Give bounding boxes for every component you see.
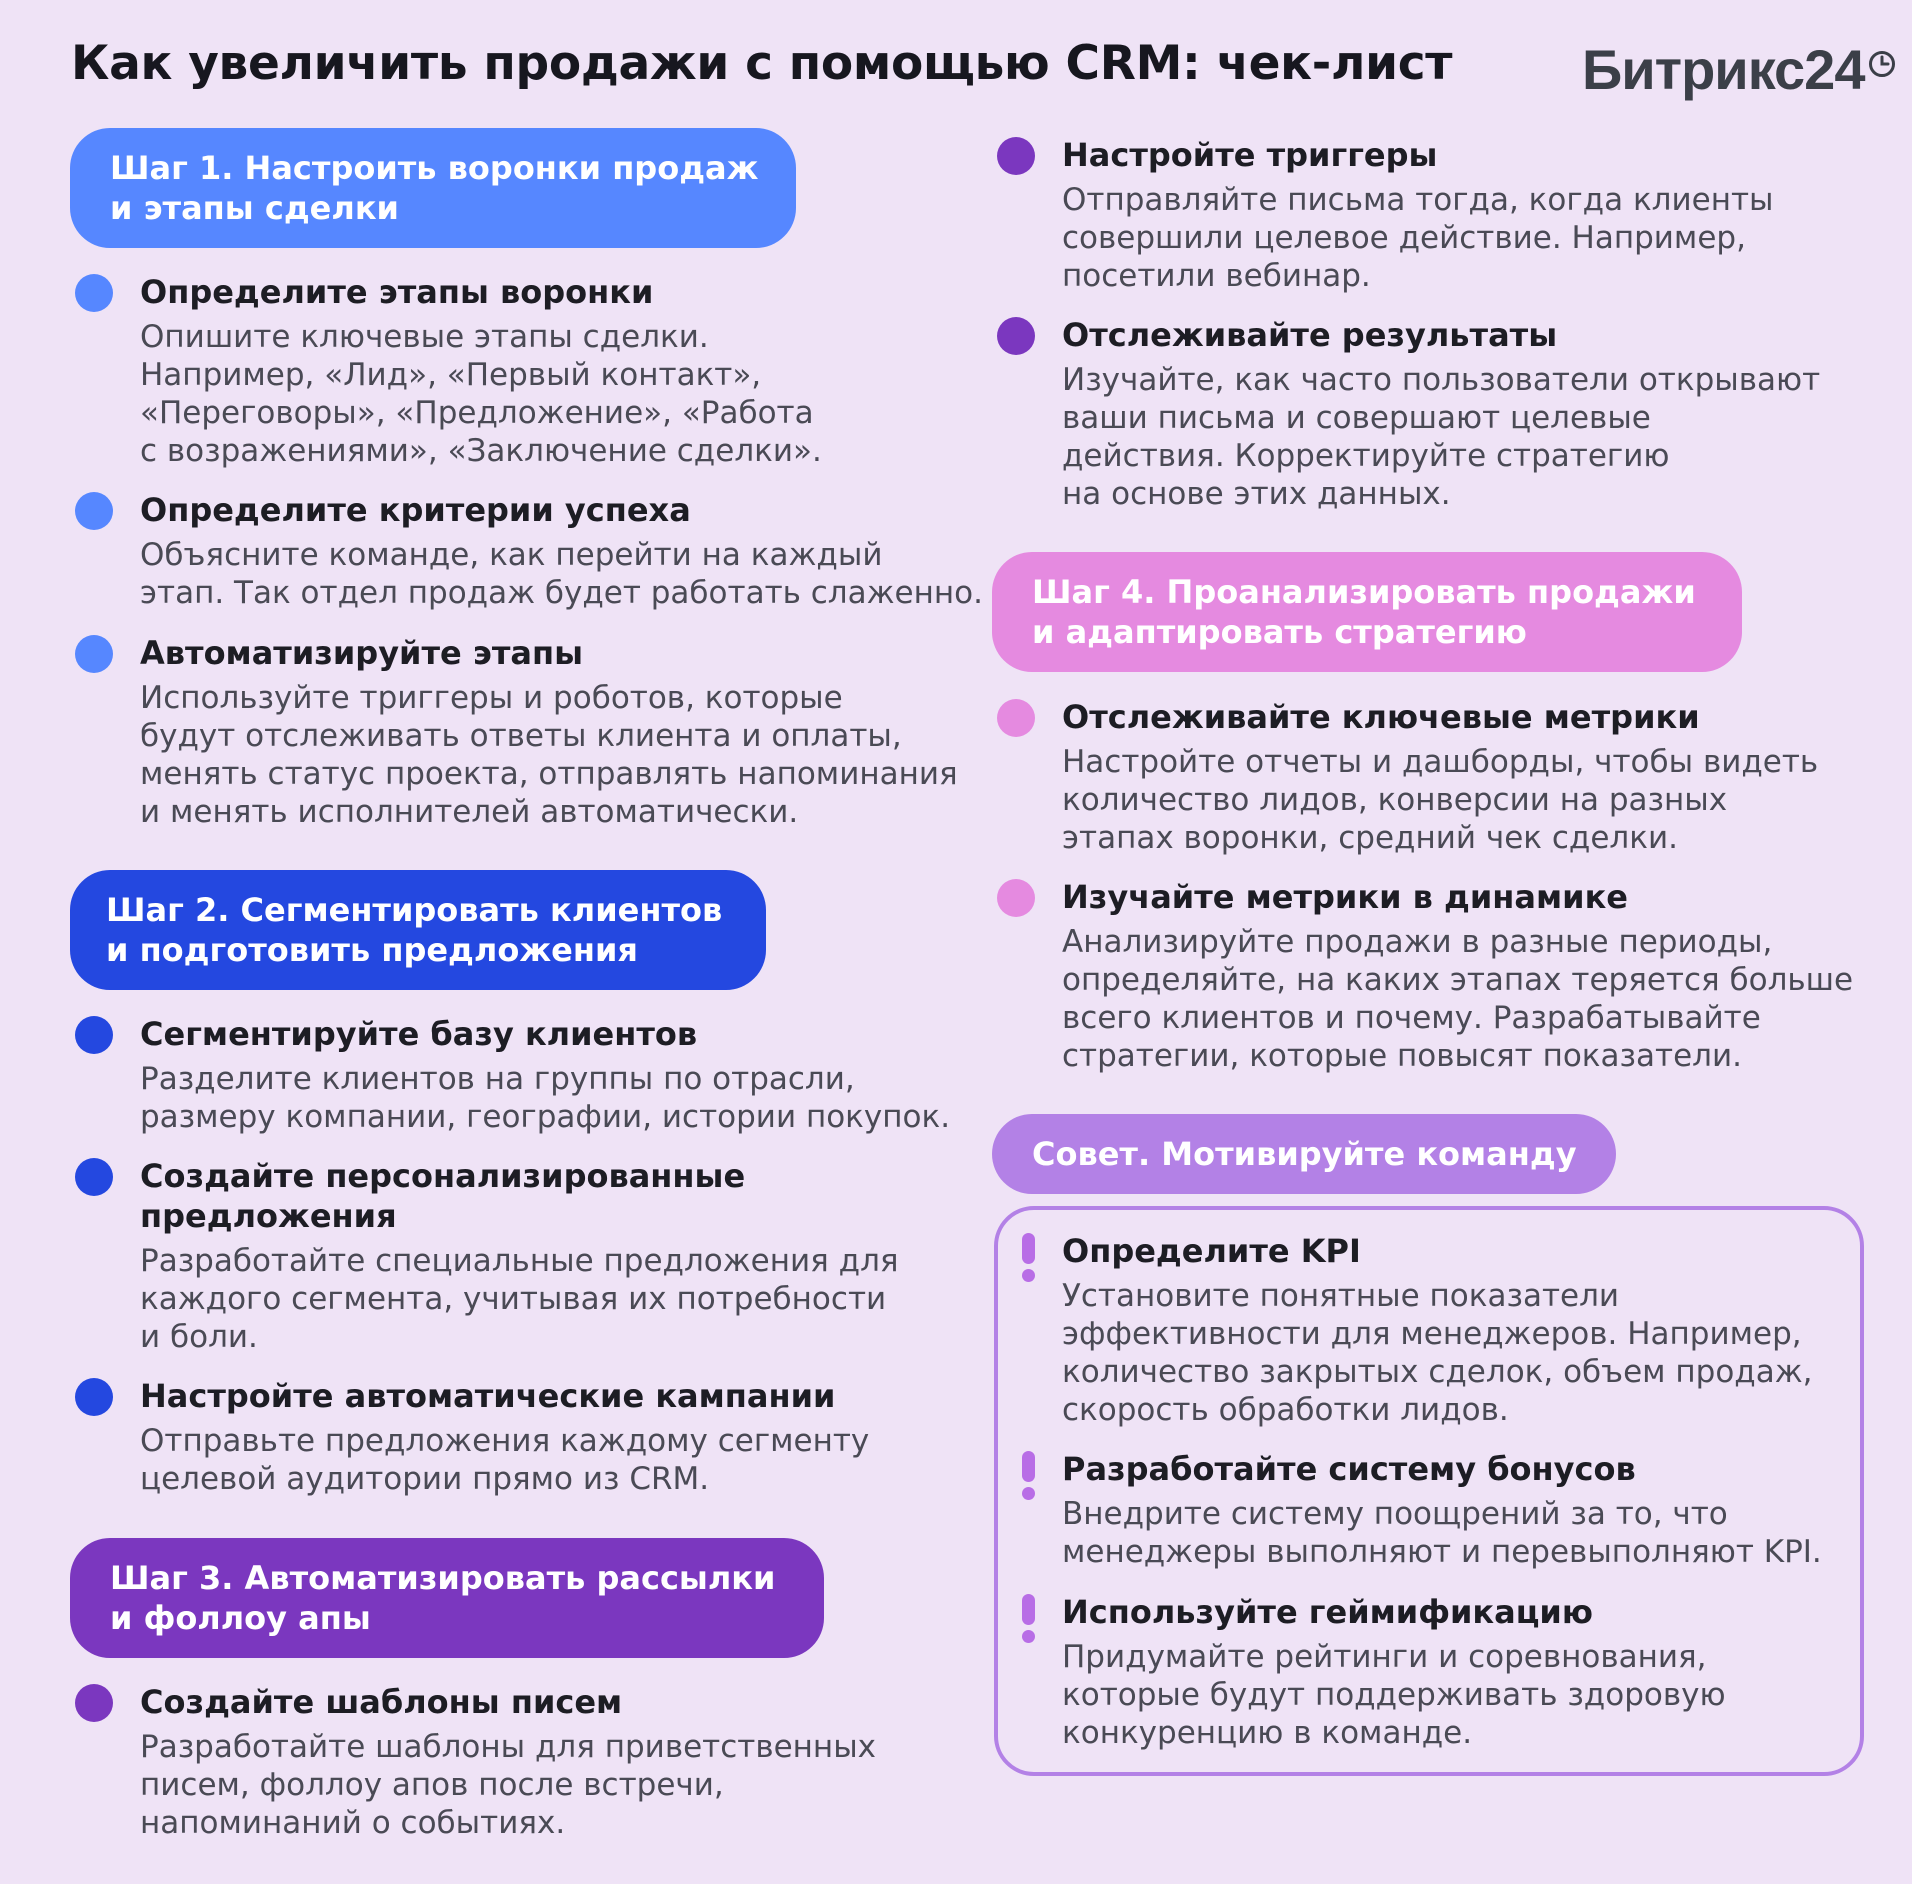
item-title: Настройте триггеры [1062,136,1438,174]
step-1-header-line-2: и этапы сделки [110,189,399,227]
brand-logo [1582,38,1896,102]
bullet-icon [75,1684,113,1722]
step-1-header [70,128,796,248]
item-title: Автоматизируйте этапы [140,634,584,672]
item-title: Определите этапы воронки [140,273,654,311]
page-title: Как увеличить продажи с помощью CRM: чек-лист [71,36,1453,91]
item-title: Отслеживайте ключевые метрики [1062,698,1700,736]
advice-header [992,1114,1616,1194]
item-text: Разработайте специальные предложения для каждого сегмента, учитывая их потребности и боли. [140,1243,899,1355]
bullet-icon [75,274,113,312]
item-text: Отправьте предложения каждому сегменту целевой аудитории прямо из CRM. [140,1423,870,1497]
item-title: Создайте персонализированные предложения [140,1157,746,1235]
step-4-header-line-2: и адаптировать стратегию [1032,613,1527,651]
step-3-header [70,1538,824,1658]
bullet-icon [997,317,1035,355]
item-title: Используйте геймификацию [1062,1593,1593,1631]
advice-header-label: Совет. Мотивируйте команду [1032,1135,1577,1173]
bullet-icon [997,137,1035,175]
bullet-icon [75,635,113,673]
item-text: Установите понятные показатели эффективности для менеджеров. Например, количество закрытых сделок, объем продаж, скорость обработки лидов. [1062,1278,1813,1428]
item-title: Изучайте метрики в динамике [1062,878,1628,916]
item-text: Придумайте рейтинги и соревнования, которые будут поддерживать здоровую конкуренцию в команде. [1062,1639,1726,1751]
item-text: Разделите клиентов на группы по отрасли, размеру компании, географии, истории покупок. [140,1061,951,1135]
exclamation-icon [1022,1233,1035,1281]
logo-text: Битрикс24 [1582,38,1865,101]
item-text: Изучайте, как часто пользователи открывают ваши письма и совершают целевые действия. Корректируйте стратегию на основе этих данных. [1062,362,1821,512]
item-title: Определите критерии успеха [140,491,691,529]
item-title: Сегментируйте базу клиентов [140,1015,698,1053]
item-title: Настройте автоматические кампании [140,1377,836,1415]
clock-icon [1868,50,1896,82]
exclamation-icon [1022,1594,1035,1642]
bullet-icon [75,1378,113,1416]
step-1-header-line-1: Шаг 1. Настроить воронки продаж [110,149,759,187]
bullet-icon [75,1158,113,1196]
item-text: Опишите ключевые этапы сделки. Например, «Лид», «Первый контакт», «Переговоры», «Предложение», «Работа с возражениями», «Заключение сделки». [140,319,822,469]
step-2-header [70,870,766,990]
item-text: Отправляйте письма тогда, когда клиенты совершили целевое действие. Например, посетили вебинар. [1062,182,1774,294]
step-3-header-line-2: и фоллоу апы [110,1599,371,1637]
step-4-header-line-1: Шаг 4. Проанализировать продажи [1032,573,1696,611]
bullet-icon [75,1016,113,1054]
item-title: Разработайте систему бонусов [1062,1450,1636,1488]
step-4-header [992,552,1742,672]
step-2-header-line-1: Шаг 2. Сегментировать клиентов [106,891,723,929]
item-text: Анализируйте продажи в разные периоды, определяйте, на каких этапах теряется больше всего клиентов и почему. Разрабатывайте стратегии, которые повысят показатели. [1062,924,1854,1074]
item-text: Объясните команде, как перейти на каждый этап. Так отдел продаж будет работать слаженно. [140,537,983,611]
item-text: Внедрите систему поощрений за то, что менеджеры выполняют и перевыполняют KPI. [1062,1496,1822,1570]
item-text: Разработайте шаблоны для приветственных писем, фоллоу апов после встречи, напоминаний о событиях. [140,1729,877,1841]
bullet-icon [75,492,113,530]
item-title: Отслеживайте результаты [1062,316,1558,354]
step-3-header-line-1: Шаг 3. Автоматизировать рассылки [110,1559,776,1597]
item-text: Настройте отчеты и дашборды, чтобы видеть количество лидов, конверсии на разных этапах воронки, средний чек сделки. [1062,744,1819,856]
item-title: Определите KPI [1062,1232,1361,1270]
bullet-icon [997,699,1035,737]
exclamation-icon [1022,1451,1035,1499]
item-title: Создайте шаблоны писем [140,1683,623,1721]
step-2-header-line-2: и подготовить предложения [106,931,638,969]
item-text: Используйте триггеры и роботов, которые будут отслеживать ответы клиента и оплаты, менять статус проекта, отправлять напоминания и менять исполнителей автоматически. [140,680,958,830]
bullet-icon [997,879,1035,917]
